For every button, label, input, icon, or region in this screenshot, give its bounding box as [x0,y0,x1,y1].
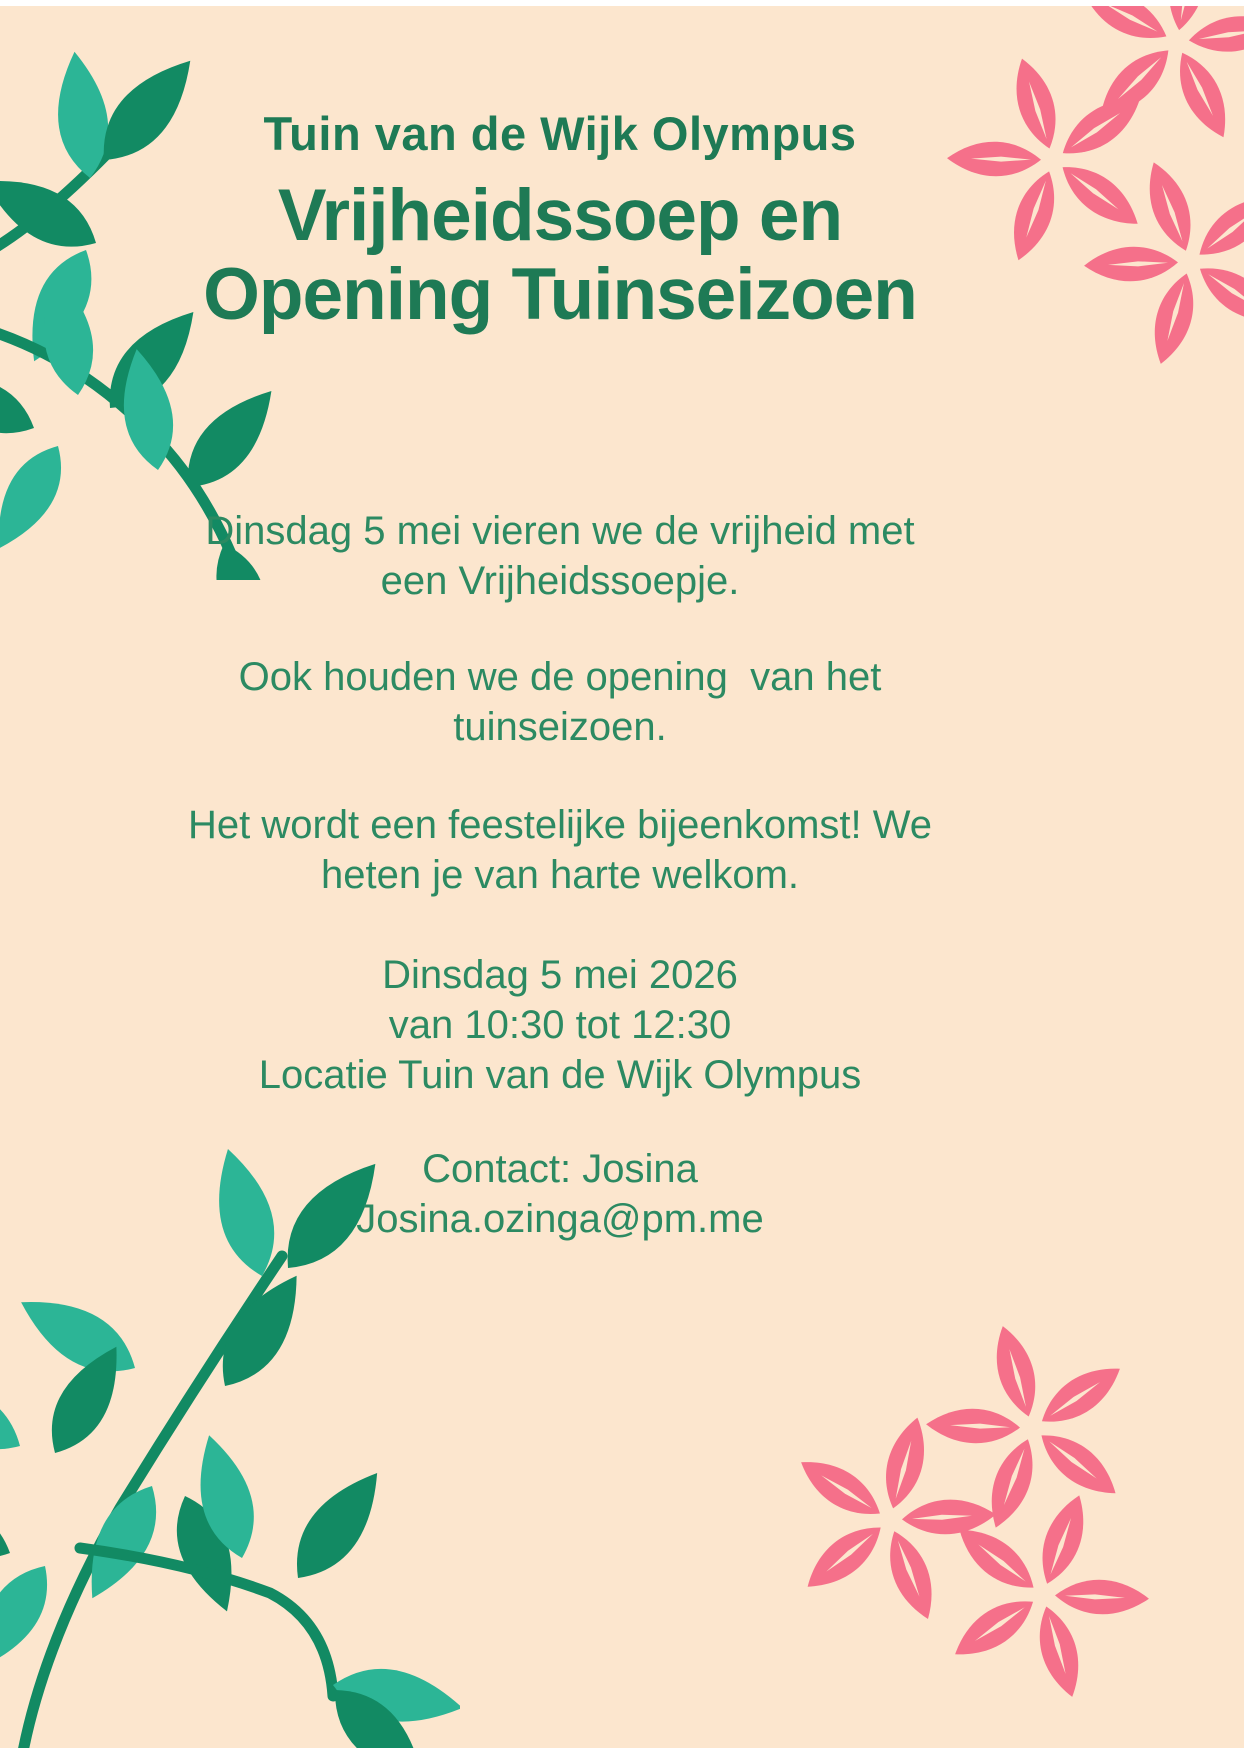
leaf [87,349,208,470]
contact-block [0,1144,1120,1244]
leaf [285,1473,390,1578]
leaf [0,1359,20,1469]
contact-name-line: Contact: Josina [422,1147,698,1191]
page-title [0,176,1120,334]
welcome-paragraph [0,800,1120,900]
event-time-line: van 10:30 tot 12:30 [388,1003,732,1047]
opening-line-1: Ook houden we de opening van het [238,655,882,699]
welcome-line-2: heten je van harte welkom. [320,853,800,897]
opening-line-2: tuinseizoen. [453,705,667,749]
leaf [182,391,278,487]
organization-name: Tuin van de Wijk Olympus [263,107,857,160]
welcome-line-1: Het wordt een feestelijke bijeenkomst! We [187,803,933,847]
event-location-line: Locatie Tuin van de Wijk Olympus [258,1053,862,1097]
intro-line-1: Dinsdag 5 mei vieren we de vrijheid met [205,509,915,553]
intro-paragraph [0,506,1120,606]
contact-email-line: Josina.ozinga@pm.me [356,1197,764,1241]
top-white-strip [0,0,1244,6]
title-line-2: Opening Tuinseizoen [203,254,917,335]
event-details [0,950,1120,1100]
leaf [0,1474,10,1581]
leaf [0,349,34,456]
title-line-1: Vrijheidssoep en [277,175,843,256]
pink-flower [910,1459,1179,1721]
intro-line-2: een Vrijheidssoepje. [380,559,740,603]
opening-paragraph [0,652,1120,752]
event-date-line: Dinsdag 5 mei 2026 [382,953,738,997]
